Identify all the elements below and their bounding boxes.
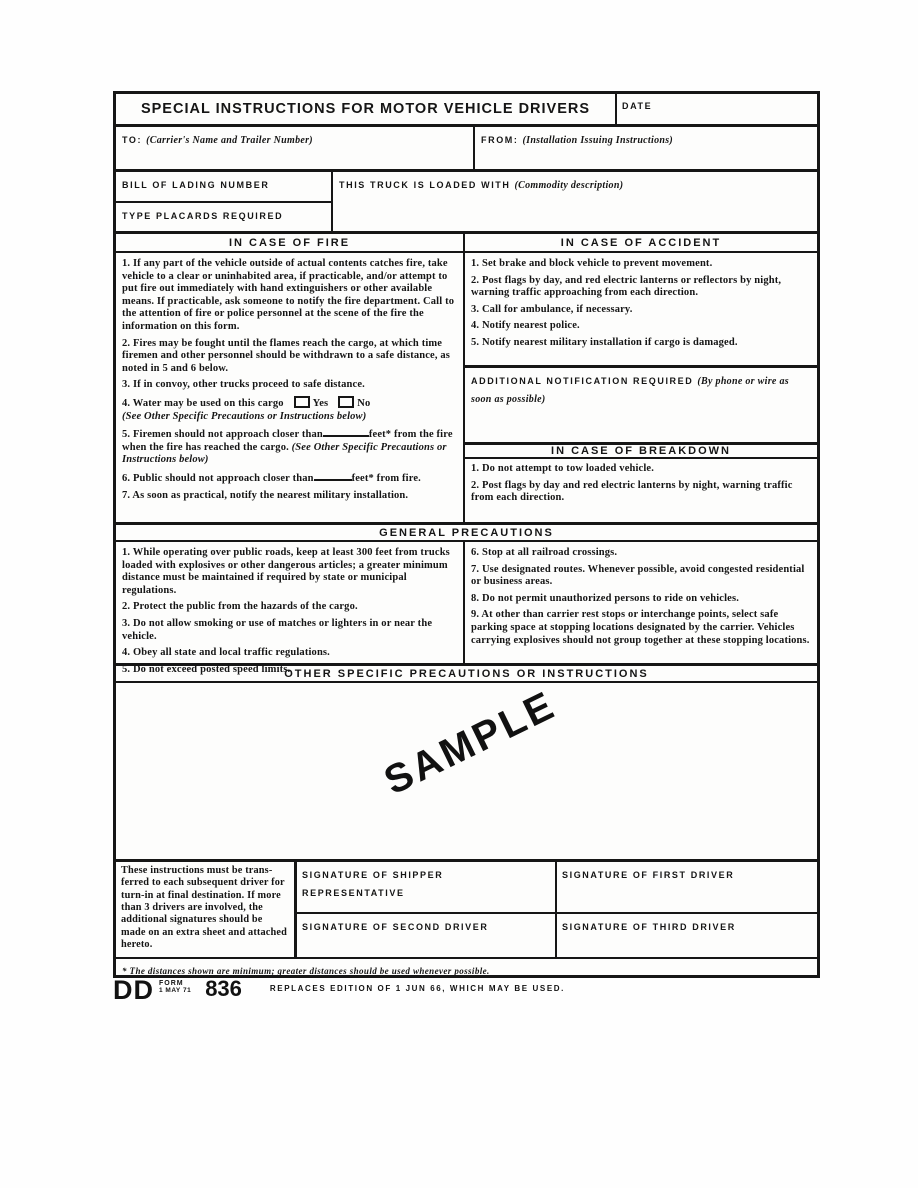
fire-heading: IN CASE OF FIRE [228, 236, 351, 249]
accident-item: 4. Notify nearest police. [471, 320, 580, 332]
shipper-signature-label: SIGNATURE OF SHIPPER REPRESENTATIVE [302, 870, 444, 898]
to-hint: (Carrier's Name and Trailer Number) [146, 135, 313, 146]
general-precautions-heading: GENERAL PRECAUTIONS [379, 526, 554, 539]
additional-notification-hint: (By phone or wire as soon as possible) [471, 376, 789, 405]
from-label: FROM: [481, 135, 519, 145]
accident-item: 2. Post flags by day, and red electric lanterns or reflectors by night, warning traffic approaching from each direction. [471, 274, 782, 299]
cargo-row [116, 172, 817, 234]
second-driver-signature-field[interactable] [297, 914, 557, 957]
first-driver-signature-field[interactable] [557, 862, 817, 914]
fire-item-5-suffix: feet* from the fire when the fire has reached the cargo. [122, 429, 453, 453]
dd-mark: DD [113, 975, 154, 1005]
other-specific-field[interactable] [116, 683, 817, 862]
general-item: 6. Stop at all railroad crossings. [471, 547, 618, 558]
general-item: 1. While operating over public roads, keep at least 300 feet from trucks loaded with explosives or other dangerous articles; a greater minimum distance must be maintained if required by state or municipal regulations. [122, 547, 450, 596]
breakdown-item: 2. Post flags by day and red electric lanterns by night, warning traffic from each direction. [471, 479, 793, 504]
breakdown-heading: IN CASE OF BREAKDOWN [551, 445, 731, 457]
third-driver-signature-field[interactable] [557, 914, 817, 957]
general-precautions-right [465, 542, 817, 663]
fire-item-5-text: 5. Firemen should not approach closer than [122, 429, 323, 441]
accident-item: 3. Call for ambulance, if necessary. [471, 303, 633, 315]
third-driver-signature-label: SIGNATURE OF THIRD DRIVER [562, 922, 736, 932]
public-feet-blank-field[interactable] [314, 471, 352, 481]
shipper-signature-field[interactable] [297, 862, 557, 914]
from-field[interactable] [475, 127, 817, 169]
general-item: 7. Use designated routes. Whenever possible, avoid congested residential or business areas. [471, 563, 805, 588]
fire-heading-bar [116, 234, 463, 253]
accident-item: 1. Set brake and block vehicle to prevent movement. [471, 258, 713, 269]
second-driver-signature-label: SIGNATURE OF SECOND DRIVER [302, 922, 489, 932]
other-specific-heading: OTHER SPECIFIC PRECAUTIONS OR INSTRUCTIONS [284, 667, 649, 680]
water-yes-label: Yes [312, 397, 329, 409]
signature-note-text: These instructions must be transferred to each subsequent driver for turn-in at final destination. If more than 3 drivers are involved, the additional signatures should be made on an extra sheet and attached hereto. [121, 865, 287, 951]
fire-items [116, 253, 463, 502]
fire-item-5 [122, 427, 457, 467]
fire-item-6 [122, 471, 457, 486]
replaces-note: REPLACES EDITION OF 1 JUN 66, WHICH MAY BE USED. [269, 984, 565, 993]
fire-item-4-note: (See Other Specific Precautions or Instructions below) [122, 410, 367, 422]
general-item: 3. Do not allow smoking or use of matches or lighters in or near the vehicle. [122, 617, 433, 642]
fire-column [116, 234, 465, 522]
fire-item-4-text: 4. Water may be used on this cargo [122, 397, 284, 409]
placards-label: TYPE PLACARDS REQUIRED [122, 211, 284, 221]
accident-item: 5. Notify nearest military installation if cargo is damaged. [471, 336, 738, 348]
date-field[interactable] [615, 94, 817, 124]
fire-item-6-text: 6. Public should not approach closer than [122, 472, 314, 484]
fire-item-3: 3. If in convoy, other trucks proceed to safe distance. [122, 379, 365, 391]
bill-of-lading-label: BILL OF LADING NUMBER [122, 180, 270, 190]
fire-item-1: 1. If any part of the vehicle outside of actual contents catches fire, take vehicle to a clear or uninhabited area, if practicable, and/or attempt to put fire out immediately with hand extinguishers or other available means. If practicable, ask someone to notify the fire department. Call to the attention of fire or police personnel at the scene of the fire the information on this form. [122, 258, 455, 332]
breakdown-item: 1. Do not attempt to tow loaded vehicle. [471, 463, 655, 474]
form-title-cell [116, 94, 615, 124]
fire-item-2: 2. Fires may be fought until the flames reach the cargo, at which time firemen and other personnel should be withdrawn to a safe distance, as noted in 5 and 6 below. [122, 337, 451, 374]
additional-notification-label: ADDITIONAL NOTIFICATION REQUIRED [471, 376, 694, 386]
form-title: SPECIAL INSTRUCTIONS FOR MOTOR VEHICLE DRIVERS [140, 101, 591, 117]
signature-grid [297, 862, 817, 957]
fire-accident-section [116, 234, 817, 525]
form-date: 1 MAY 71 [159, 987, 192, 994]
placards-field[interactable] [116, 203, 331, 231]
to-field[interactable] [116, 127, 475, 169]
sample-watermark: SAMPLE [377, 682, 563, 804]
general-item: 5. Do not exceed posted speed limits. [122, 663, 291, 675]
breakdown-items [465, 459, 817, 522]
additional-notification-field[interactable] [465, 365, 817, 442]
fire-item-4 [122, 396, 457, 423]
accident-heading: IN CASE OF ACCIDENT [560, 236, 722, 249]
firemen-feet-blank-field[interactable] [323, 427, 369, 437]
fire-item-6-suffix: feet* from fire. [351, 472, 421, 484]
accident-heading-bar [465, 234, 817, 253]
footnote-text: * The distances shown are minimum; greater distances should be used whenever possible. [122, 966, 490, 976]
loaded-with-label: THIS TRUCK IS LOADED WITH [339, 180, 511, 190]
general-precautions-left [116, 542, 465, 675]
water-yes-checkbox[interactable] [294, 396, 310, 408]
general-item: 8. Do not permit unauthorized persons to ride on vehicles. [471, 592, 739, 604]
to-label: TO: [122, 135, 143, 145]
accident-column [465, 234, 817, 522]
water-no-label: No [357, 397, 371, 409]
form-footer [113, 977, 565, 1003]
accident-items [465, 253, 817, 365]
loaded-with-hint: (Commodity description) [514, 180, 624, 191]
form-word: FORM [159, 980, 184, 987]
general-precautions-heading-bar [116, 525, 817, 542]
general-item: 9. At other than carrier rest stops or interchange points, select safe parking space at stopping locations designated by the carrier. Vehicles carrying explosives should not group together at these stopping locations. [471, 609, 810, 646]
fire-item-7: 7. As soon as practical, notify the nearest military installation. [122, 489, 409, 501]
general-item: 2. Protect the public from the hazards of the cargo. [122, 601, 358, 613]
fire-item-5-note: (See Other Specific Precautions or Instructions below) [122, 441, 447, 466]
loaded-with-field[interactable] [333, 172, 817, 231]
signature-instructions-note [116, 862, 297, 957]
parties-row [116, 127, 817, 172]
date-label: DATE [622, 101, 653, 111]
first-driver-signature-label: SIGNATURE OF FIRST DRIVER [562, 870, 735, 880]
water-no-checkbox[interactable] [338, 396, 354, 408]
breakdown-heading-bar [465, 442, 817, 459]
from-hint: (Installation Issuing Instructions) [522, 135, 674, 146]
cargo-left-column [116, 172, 333, 231]
bill-of-lading-field[interactable] [116, 172, 331, 203]
general-item: 4. Obey all state and local traffic regulations. [122, 647, 330, 659]
footnote-row [116, 959, 817, 975]
signatures-section [116, 862, 817, 959]
dd-836-form [113, 91, 820, 978]
form-id-block [159, 980, 191, 994]
form-header-row [116, 94, 817, 127]
form-number: 836 [205, 976, 242, 1001]
